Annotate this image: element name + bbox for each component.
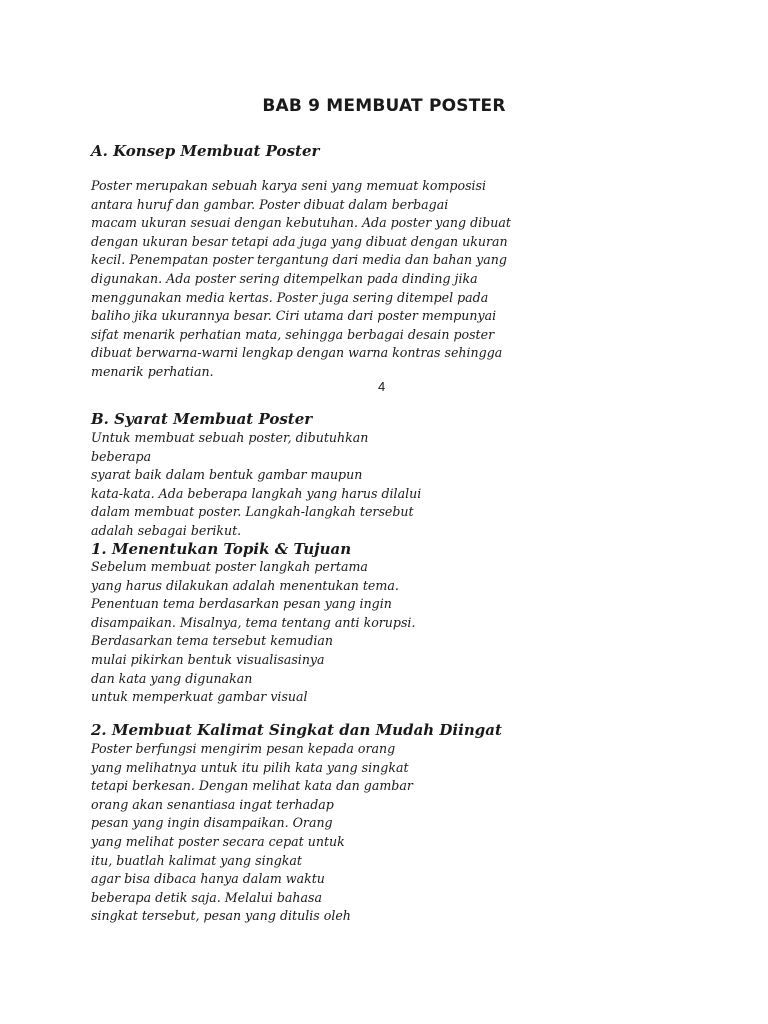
body-line: kata-kata. Ada beberapa langkah yang harus dilalui — [91, 485, 422, 501]
body-line: Poster berfungsi mengirim pesan kepada orang — [91, 741, 396, 756]
body-line: dengan ukuran besar tetapi ada juga yang dibuat dengan ukuran — [91, 233, 508, 249]
body-line: digunakan. Ada poster sering ditempelkan pada dinding jika — [91, 270, 478, 286]
section-heading-kalimat: 2. Membuat Kalimat Singkat dan Mudah Diingat — [91, 721, 502, 739]
section-heading-syarat: B. Syarat Membuat Poster — [91, 410, 313, 428]
body-line: itu, buatlah kalimat yang singkat — [91, 852, 302, 868]
section-body-konsep — [91, 177, 511, 382]
body-line: Berdasarkan tema tersebut kemudian — [91, 633, 334, 649]
section-heading-konsep: A. Konsep Membuat Poster — [91, 142, 320, 160]
body-line: yang melihat poster secara cepat untuk — [91, 833, 345, 849]
body-line: singkat tersebut, pesan yang ditulis oleh — [91, 908, 351, 924]
body-line: syarat baik dalam bentuk gambar maupun — [91, 467, 363, 483]
body-line: menarik perhatian. — [91, 363, 214, 379]
body-line: mulai pikirkan bentuk visualisasinya — [91, 651, 325, 667]
body-line: antara huruf dan gambar. Poster dibuat dalam berbagai — [91, 196, 449, 212]
section-body-kalimat — [91, 740, 413, 926]
body-line: dan kata yang digunakan — [91, 670, 253, 686]
body-line: baliho jika ukurannya besar. Ciri utama dari poster mempunyai — [91, 308, 497, 324]
section-heading-topik: 1. Menentukan Topik & Tujuan — [91, 540, 352, 558]
chapter-title: BAB 9 MEMBUAT POSTER — [262, 96, 506, 116]
body-line: sifat menarik perhatian mata, sehingga berbagai desain poster — [91, 326, 495, 342]
body-line: adalah sebagai berikut. — [91, 522, 242, 538]
body-line: agar bisa dibaca hanya dalam waktu — [91, 871, 325, 887]
body-line: Penentuan tema berdasarkan pesan yang ingin — [91, 596, 392, 612]
body-line: yang harus dilakukan adalah menentukan tema. — [91, 577, 399, 593]
body-line: Sebelum membuat poster langkah pertama — [91, 559, 368, 574]
body-line: tetapi berkesan. Dengan melihat kata dan gambar — [91, 778, 413, 794]
body-line: beberapa — [91, 448, 152, 464]
body-line: dalam membuat poster. Langkah-langkah tersebut — [91, 504, 414, 520]
body-line: beberapa detik saja. Melalui bahasa — [91, 889, 322, 905]
body-line: kecil. Penempatan poster tergantung dari media dan bahan yang — [91, 252, 507, 268]
body-line: disampaikan. Misalnya, tema tentang anti korupsi. — [91, 614, 416, 630]
section-body-topik — [91, 558, 415, 707]
body-line: menggunakan media kertas. Poster juga sering ditempel pada — [91, 289, 489, 305]
body-line: Poster merupakan sebuah karya seni yang memuat komposisi — [91, 178, 487, 193]
body-line: macam ukuran sesuai dengan kebutuhan. Ada poster yang dibuat — [91, 215, 511, 231]
body-line: yang melihatnya untuk itu pilih kata yang singkat — [91, 759, 409, 775]
body-line: orang akan senantiasa ingat terhadap — [91, 796, 334, 812]
body-line: dibuat berwarna-warni lengkap dengan warna kontras sehingga — [91, 345, 503, 361]
body-line: pesan yang ingin disampaikan. Orang — [91, 815, 333, 831]
page-number: 4 — [378, 379, 386, 394]
section-body-syarat — [91, 429, 421, 541]
body-line: Untuk membuat sebuah poster, dibutuhkan — [91, 430, 369, 445]
body-line: untuk memperkuat gambar visual — [91, 689, 308, 705]
